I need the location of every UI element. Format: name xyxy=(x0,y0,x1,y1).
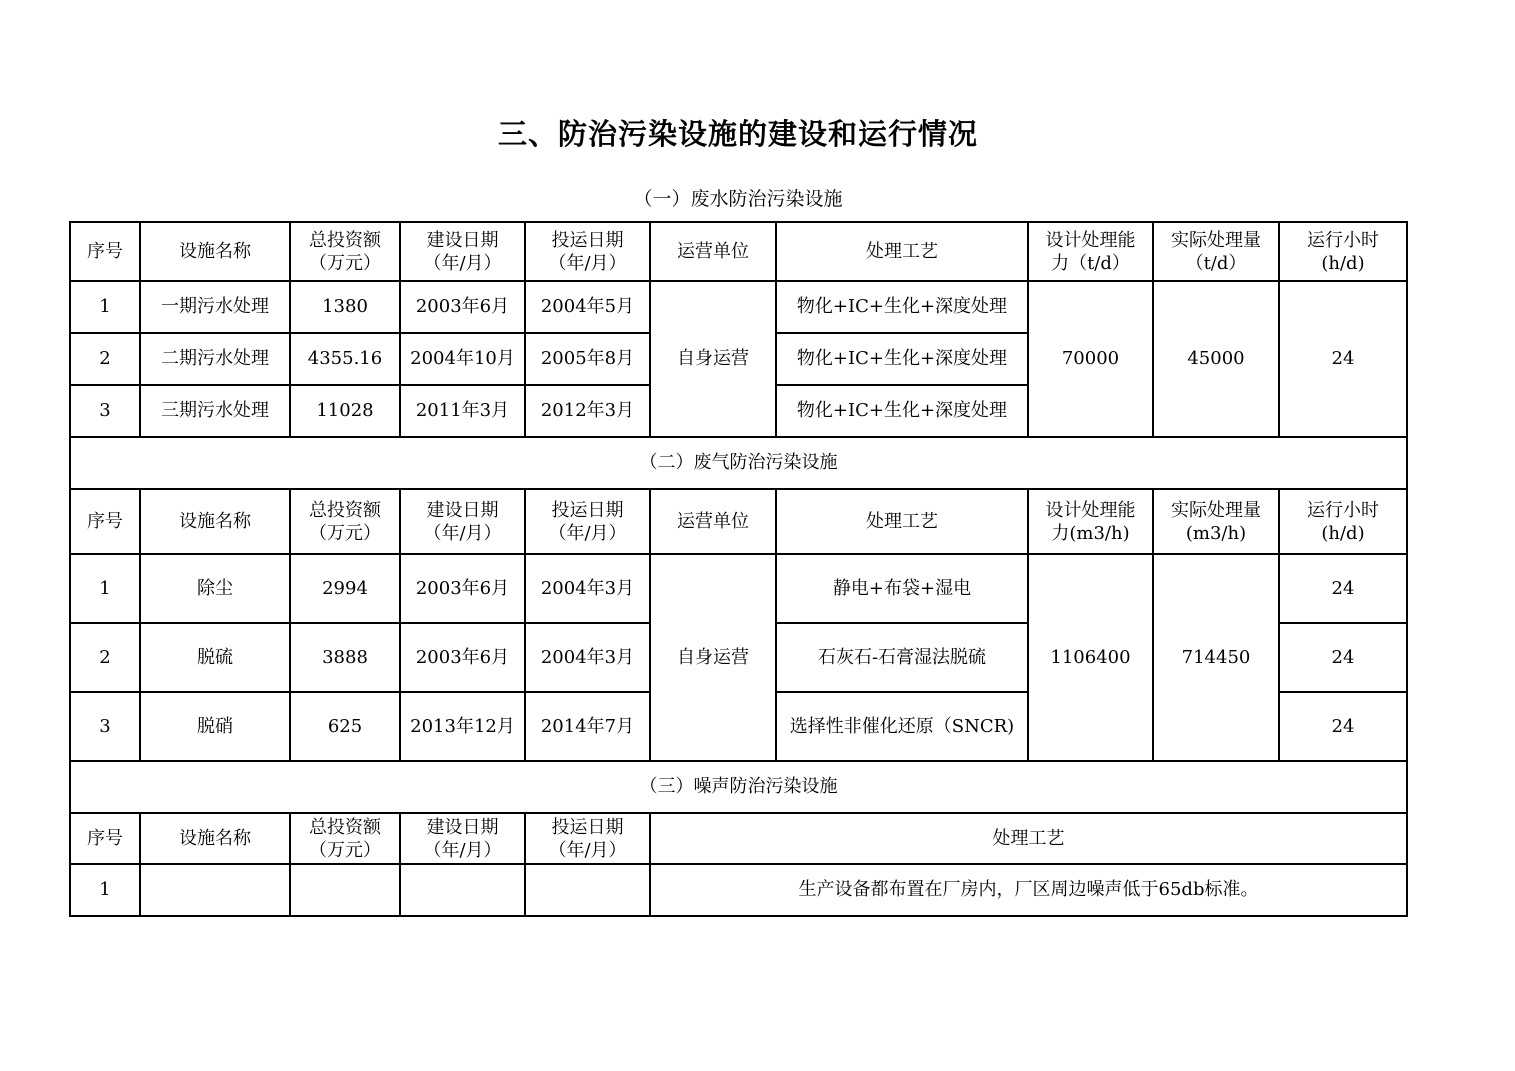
cell-run-date: 2004年5月 xyxy=(525,281,650,333)
header-invest: 总投资额 （万元） xyxy=(290,222,400,281)
noise-section-title: （三）噪声防治污染设施 xyxy=(70,761,1407,813)
header-process: 处理工艺 xyxy=(650,813,1407,864)
header-run-date: 投运日期 （年/月） xyxy=(525,489,650,554)
cell-build-date: 2003年6月 xyxy=(400,623,525,692)
cell-invest: 625 xyxy=(290,692,400,761)
noise-header-row xyxy=(70,813,1407,864)
header-invest: 总投资额 （万元） xyxy=(290,489,400,554)
cell-seq: 3 xyxy=(70,385,140,437)
cell-invest xyxy=(290,864,400,916)
cell-actual: 714450 xyxy=(1153,554,1279,761)
cell-hours: 24 xyxy=(1279,692,1407,761)
wastewater-header-row xyxy=(70,222,1407,281)
cell-invest: 11028 xyxy=(290,385,400,437)
header-operator: 运营单位 xyxy=(650,489,776,554)
header-run-date: 投运日期 （年/月） xyxy=(525,222,650,281)
cell-capacity: 70000 xyxy=(1028,281,1153,437)
cell-process: 选择性非催化还原（SNCR) xyxy=(776,692,1028,761)
cell-seq: 1 xyxy=(70,864,140,916)
wastewater-section-title: （一）废水防治污染设施 xyxy=(633,188,843,210)
cell-seq: 1 xyxy=(70,281,140,333)
noise-section-row xyxy=(70,761,1407,813)
facilities-table xyxy=(69,221,1408,917)
header-build-date: 建设日期 （年/月） xyxy=(400,813,525,864)
header-name: 设施名称 xyxy=(140,222,290,281)
header-build-date: 建设日期 （年/月） xyxy=(400,222,525,281)
cell-hours: 24 xyxy=(1279,554,1407,623)
cell-seq: 2 xyxy=(70,333,140,385)
cell-build-date: 2003年6月 xyxy=(400,281,525,333)
cell-process: 物化+IC+生化+深度处理 xyxy=(776,385,1028,437)
table-row xyxy=(70,864,1407,916)
header-capacity: 设计处理能 力(m3/h) xyxy=(1028,489,1153,554)
cell-build-date: 2011年3月 xyxy=(400,385,525,437)
header-seq: 序号 xyxy=(70,813,140,864)
cell-hours: 24 xyxy=(1279,281,1407,437)
cell-process: 生产设备都布置在厂房内，厂区周边噪声低于65db标准。 xyxy=(650,864,1407,916)
header-actual: 实际处理量 (m3/h) xyxy=(1153,489,1279,554)
cell-run-date: 2012年3月 xyxy=(525,385,650,437)
cell-name: 脱硝 xyxy=(140,692,290,761)
cell-run-date: 2014年7月 xyxy=(525,692,650,761)
cell-process: 物化+IC+生化+深度处理 xyxy=(776,333,1028,385)
header-build-date: 建设日期 （年/月） xyxy=(400,489,525,554)
cell-build-date: 2003年6月 xyxy=(400,554,525,623)
cell-seq: 3 xyxy=(70,692,140,761)
cell-invest: 1380 xyxy=(290,281,400,333)
header-actual: 实际处理量 （t/d） xyxy=(1153,222,1279,281)
cell-name: 脱硫 xyxy=(140,623,290,692)
cell-invest: 3888 xyxy=(290,623,400,692)
cell-name: 除尘 xyxy=(140,554,290,623)
cell-capacity: 1106400 xyxy=(1028,554,1153,761)
cell-invest: 2994 xyxy=(290,554,400,623)
header-run-date: 投运日期 （年/月） xyxy=(525,813,650,864)
waste-gas-section-title: （二）废气防治污染设施 xyxy=(70,437,1407,489)
header-process: 处理工艺 xyxy=(776,489,1028,554)
header-capacity: 设计处理能 力（t/d） xyxy=(1028,222,1153,281)
header-hours: 运行小时 (h/d) xyxy=(1279,222,1407,281)
cell-operator: 自身运营 xyxy=(650,281,776,437)
cell-name: 二期污水处理 xyxy=(140,333,290,385)
table-row xyxy=(70,281,1407,333)
cell-build-date: 2013年12月 xyxy=(400,692,525,761)
cell-actual: 45000 xyxy=(1153,281,1279,437)
cell-build-date: 2004年10月 xyxy=(400,333,525,385)
header-seq: 序号 xyxy=(70,222,140,281)
cell-operator: 自身运营 xyxy=(650,554,776,761)
header-seq: 序号 xyxy=(70,489,140,554)
cell-process: 物化+IC+生化+深度处理 xyxy=(776,281,1028,333)
header-invest: 总投资额 （万元） xyxy=(290,813,400,864)
header-name: 设施名称 xyxy=(140,813,290,864)
cell-invest: 4355.16 xyxy=(290,333,400,385)
cell-run-date: 2005年8月 xyxy=(525,333,650,385)
cell-process: 石灰石-石膏湿法脱硫 xyxy=(776,623,1028,692)
cell-build-date xyxy=(400,864,525,916)
cell-run-date: 2004年3月 xyxy=(525,554,650,623)
cell-seq: 2 xyxy=(70,623,140,692)
cell-seq: 1 xyxy=(70,554,140,623)
cell-hours: 24 xyxy=(1279,623,1407,692)
cell-name: 三期污水处理 xyxy=(140,385,290,437)
waste-gas-header-row xyxy=(70,489,1407,554)
table-row xyxy=(70,554,1407,623)
cell-name xyxy=(140,864,290,916)
cell-run-date xyxy=(525,864,650,916)
header-hours: 运行小时 (h/d) xyxy=(1279,489,1407,554)
header-process: 处理工艺 xyxy=(776,222,1028,281)
cell-process: 静电+布袋+湿电 xyxy=(776,554,1028,623)
waste-gas-section-row xyxy=(70,437,1407,489)
cell-name: 一期污水处理 xyxy=(140,281,290,333)
page-title: 三、防治污染设施的建设和运行情况 xyxy=(497,117,978,151)
header-name: 设施名称 xyxy=(140,489,290,554)
cell-run-date: 2004年3月 xyxy=(525,623,650,692)
header-operator: 运营单位 xyxy=(650,222,776,281)
